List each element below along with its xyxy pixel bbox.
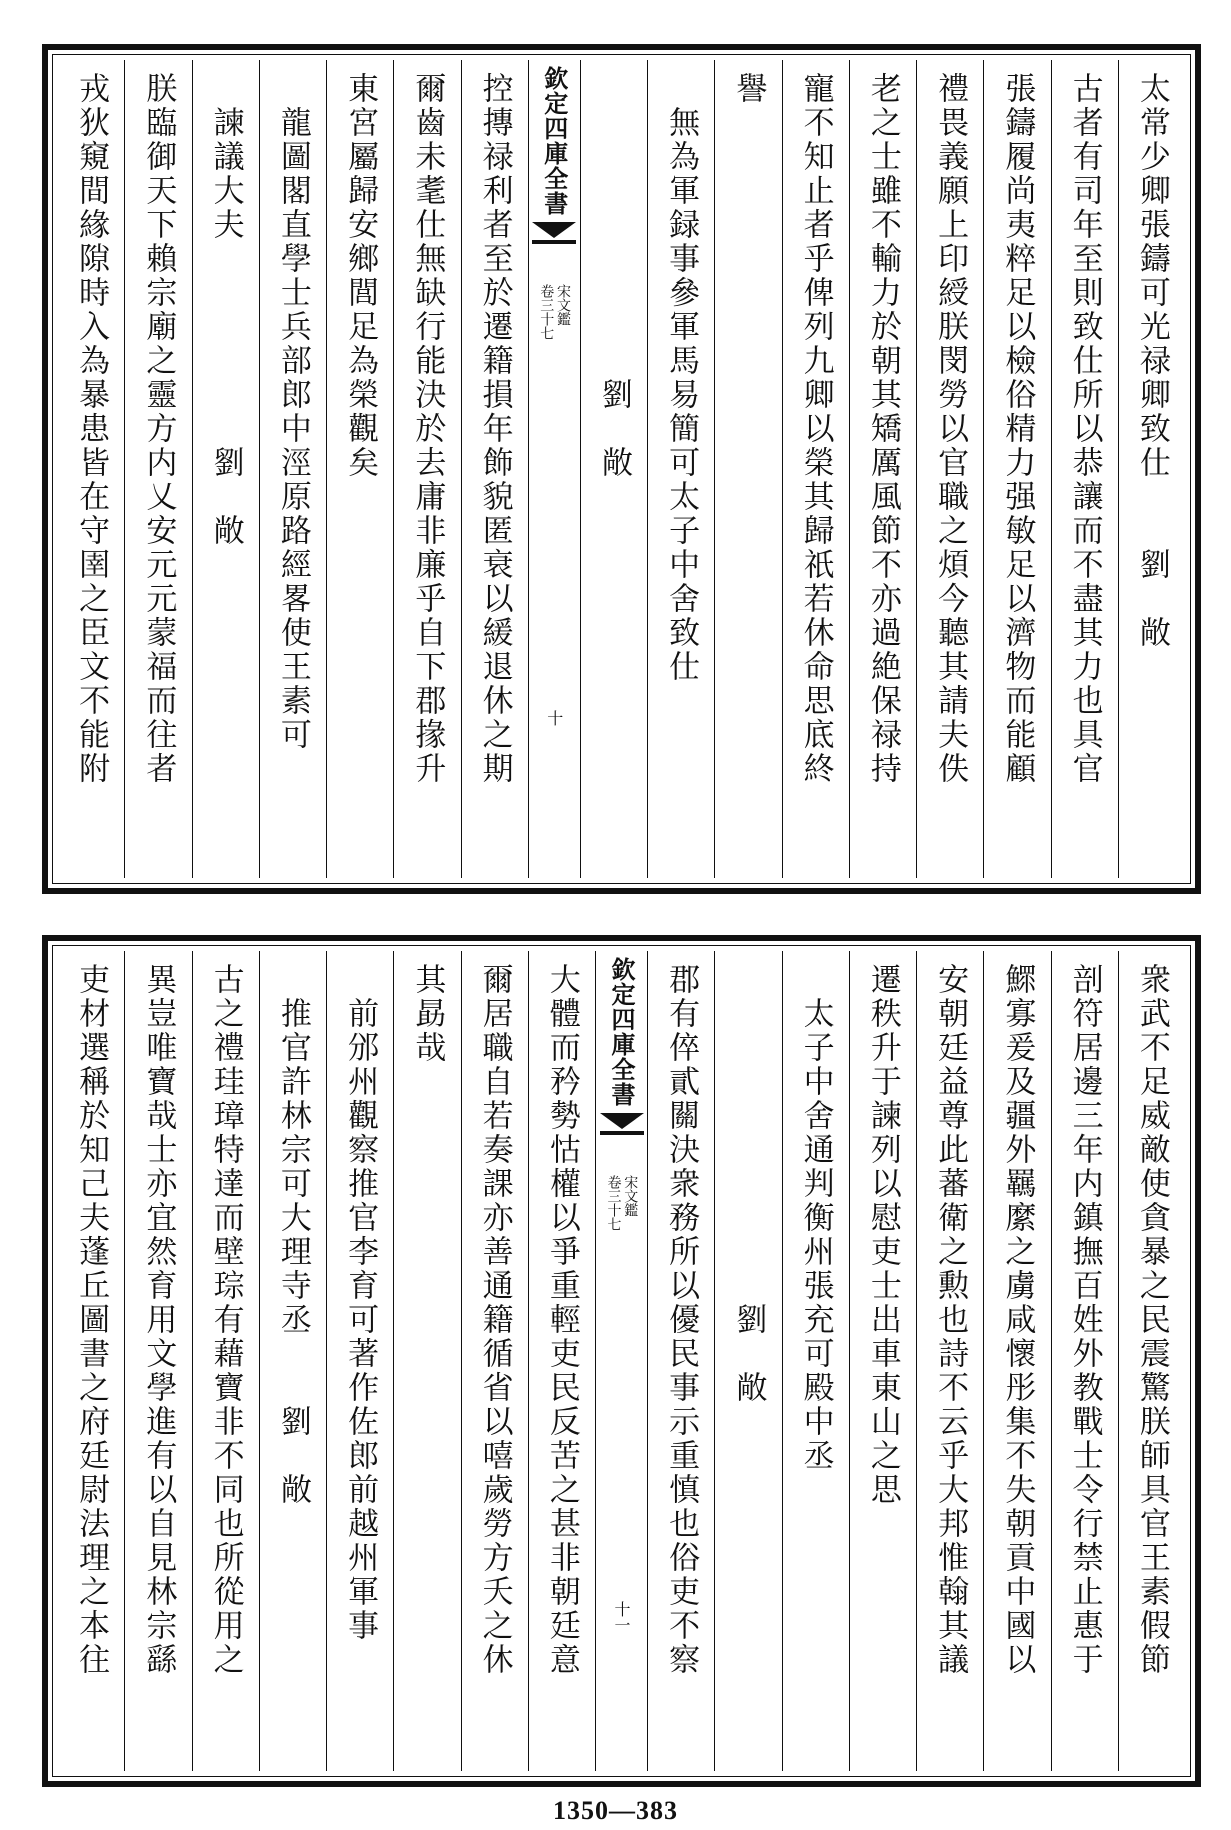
text-column <box>259 951 326 1771</box>
column-text: 其勗哉 <box>409 963 446 1065</box>
column-text: 剖符居邊三年内鎮撫百姓外教戰士令行禁止惠于 <box>1066 963 1103 1677</box>
column-text: 衆武不足威敵使貪暴之民震驚朕師具官王素假節 <box>1133 963 1170 1677</box>
column-text: 譽 <box>730 72 767 106</box>
column-text: 張鑄履尚夷粹足以檢俗精力强敏足以濟物而能顧 <box>999 72 1036 786</box>
fish-tail-mark-icon <box>532 222 576 238</box>
text-column <box>647 60 714 878</box>
text-column <box>326 60 393 878</box>
text-column <box>1118 951 1185 1771</box>
column-text: 爾居職自若奏課亦善通籍循省以嘻歲勞方夭之休 <box>476 963 513 1677</box>
text-column <box>1118 60 1185 878</box>
text-column <box>124 951 191 1771</box>
text-column <box>916 60 983 878</box>
column-text: 諫議大夫 劉 敞 <box>207 72 244 548</box>
column-text: 爾齒未耄仕無缺行能決於去庸非廉乎自下郡掾升 <box>409 72 446 786</box>
text-column <box>714 951 781 1771</box>
text-column <box>461 951 528 1771</box>
text-column <box>782 60 849 878</box>
page-number: 1350—383 <box>553 1796 678 1825</box>
fish-tail-bar <box>532 240 576 244</box>
bottom-page <box>42 935 1201 1787</box>
text-column <box>849 60 916 878</box>
text-column <box>124 60 191 878</box>
book-title: 欽定四庫全書 <box>539 66 569 216</box>
text-column <box>1051 951 1118 1771</box>
volume-line: 卷三十七 <box>605 1175 622 1231</box>
column-text: 戎狄窺間緣隙時入為暴患皆在守圉之臣文不能附 <box>73 72 110 786</box>
column-text: 異豈唯寶哉士亦宜然育用文學進有以自見林宗繇 <box>140 963 177 1677</box>
text-column <box>782 951 849 1771</box>
leaf-number: 十一 <box>612 1601 631 1633</box>
column-text: 禮畏義願上印綬朕閔勞以官職之煩今聽其請夫佚 <box>932 72 969 786</box>
text-column <box>192 951 259 1771</box>
volume-line: 宋文鑑 <box>554 284 571 326</box>
fish-tail-mark-icon <box>600 1113 644 1129</box>
column-text: 吏材選稱於知己夫蓬丘圖書之府廷尉法理之本往 <box>73 963 110 1677</box>
text-column <box>259 60 326 878</box>
column-text: 郡有倅貳關決衆務所以優民事示重慎也俗吏不察 <box>663 963 700 1677</box>
text-column <box>58 60 124 878</box>
text-column <box>326 951 393 1771</box>
text-column <box>647 951 714 1771</box>
column-text: 推官許林宗可大理寺丞 劉 敞 <box>274 963 311 1507</box>
center-margin <box>595 951 647 1771</box>
column-text: 劉 敞 <box>595 72 632 480</box>
column-text: 安朝廷益尊此蕃衛之勲也詩不云乎大邦惟翰其議 <box>932 963 969 1677</box>
book-title: 欽定四庫全書 <box>607 957 636 1107</box>
bottom-page-columns <box>58 951 1185 1771</box>
top-page <box>42 44 1201 894</box>
fish-tail-bar <box>600 1131 644 1135</box>
column-text: 太子中舍通判衡州張充可殿中丞 <box>797 963 834 1473</box>
text-column <box>393 951 460 1771</box>
text-column <box>528 951 595 1771</box>
text-column <box>192 60 259 878</box>
text-column <box>983 951 1050 1771</box>
column-text: 大體而矜勢怙權以爭重輕吏民反苦之甚非朝廷意 <box>543 963 580 1677</box>
column-text: 鰥寡爰及疆外羈縻之虜咸懷彤集不失朝貢中國以 <box>999 963 1036 1677</box>
text-column <box>916 951 983 1771</box>
volume-label <box>539 284 570 340</box>
column-text: 遷秩升于諫列以慰吏士出車東山之思 <box>864 963 901 1507</box>
column-text: 朕臨御天下賴宗廟之靈方内乂安元元蒙福而往者 <box>140 72 177 786</box>
column-text: 東宮屬歸安鄉閭足為榮觀矣 <box>342 72 379 480</box>
center-margin <box>528 60 580 878</box>
column-text: 龍圖閣直學士兵部郎中涇原路經畧使王素可 <box>274 72 311 752</box>
column-text: 寵不知止者乎俾列九卿以榮其歸祇若休命思底終 <box>797 72 834 786</box>
text-column <box>461 60 528 878</box>
text-column <box>983 60 1050 878</box>
text-column <box>849 951 916 1771</box>
column-text: 古之禮珪璋特達而壁琮有藉寶非不同也所從用之 <box>207 963 244 1677</box>
text-column <box>393 60 460 878</box>
leaf-number: 十 <box>544 710 564 726</box>
column-text: 老之士雖不輸力於朝其矯厲風節不亦過絶保禄持 <box>864 72 901 786</box>
column-text: 太常少卿張鑄可光禄卿致仕 劉 敞 <box>1133 72 1170 650</box>
column-text: 控摶禄利者至於遷籍損年飾貌匿衰以緩退休之期 <box>476 72 513 786</box>
column-text: 古者有司年至則致仕所以恭讓而不盡其力也具官 <box>1066 72 1103 786</box>
volume-line: 宋文鑑 <box>622 1175 639 1217</box>
text-column <box>580 60 647 878</box>
column-text: 前邠州觀察推官李育可著作佐郎前越州軍事 <box>342 963 379 1643</box>
column-text: 無為軍録事參軍馬易簡可太子中舍致仕 <box>663 72 700 684</box>
column-text: 劉 敞 <box>730 963 767 1405</box>
text-column <box>1051 60 1118 878</box>
top-page-columns <box>58 60 1185 878</box>
volume-label <box>606 1175 637 1231</box>
text-column <box>58 951 124 1771</box>
text-column <box>714 60 781 878</box>
volume-line: 卷三十七 <box>538 284 555 340</box>
